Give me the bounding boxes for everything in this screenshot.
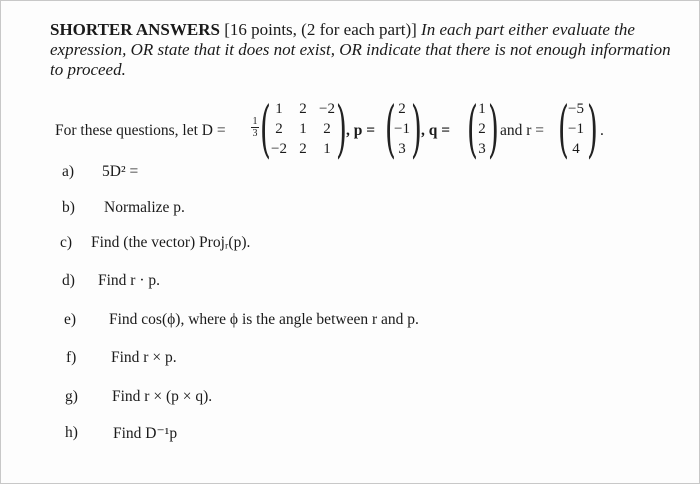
part-text: 5D² = — [102, 163, 139, 180]
part-label: h) — [65, 424, 78, 441]
definitions-line — [55, 92, 675, 165]
part-label: b) — [62, 199, 75, 216]
definitions-end: . — [600, 122, 604, 139]
matrix-cell: −2 — [319, 101, 335, 117]
scalar-fraction — [251, 116, 259, 139]
part-text: Normalize p. — [104, 199, 185, 216]
definitions-intro: For these questions, let D = — [55, 122, 226, 139]
part-label: g) — [65, 388, 78, 405]
part-label: c) — [60, 234, 73, 251]
part-text: Find r × (p × q). — [112, 388, 213, 405]
part-label: d) — [62, 272, 75, 289]
instructions-text: In each part either evaluate the expression, OR state that it does not exist, OR indicate that there is not enough information to proceed. — [50, 20, 671, 79]
vector-cell: 1 — [478, 101, 486, 117]
part-text: Find r · p. — [98, 272, 160, 289]
section-heading — [50, 20, 675, 80]
matrix-cell: 2 — [275, 121, 283, 137]
matrix-cell: 1 — [275, 101, 283, 117]
vector-q-left-paren: ( — [467, 92, 478, 165]
part-text: Find D⁻¹p — [113, 425, 178, 442]
points-note: [16 points, (2 for each part)] — [219, 20, 422, 39]
part-label: e) — [64, 311, 77, 328]
vector-q-right-paren: ) — [488, 92, 499, 165]
part-text: Find (the vector) Projᵣ(p). — [91, 234, 251, 251]
fraction-numerator: 1 — [252, 116, 258, 127]
matrix-cell: 2 — [299, 101, 307, 117]
fraction-denominator: 3 — [252, 128, 258, 139]
matrix-left-paren: ( — [260, 92, 271, 165]
matrix-cell: 1 — [299, 121, 307, 137]
part-label: a) — [62, 163, 75, 180]
vector-p-right-paren: ) — [411, 92, 422, 165]
vector-cell: 2 — [478, 121, 486, 137]
matrix-cell: −2 — [271, 141, 287, 157]
matrix-cell: 1 — [323, 141, 331, 157]
q-equals: , q = — [421, 122, 451, 139]
vector-r-right-paren: ) — [587, 92, 598, 165]
part-text: Find r × p. — [111, 349, 177, 366]
matrix-cell: 2 — [299, 141, 307, 157]
vector-cell: −5 — [568, 101, 584, 117]
vector-cell: 3 — [398, 141, 406, 157]
part-text: Find cos(ϕ), where ϕ is the angle between r and p. — [109, 311, 419, 328]
vector-p-left-paren: ( — [385, 92, 396, 165]
p-equals: , p = — [346, 122, 376, 139]
matrix-cell: 2 — [323, 121, 331, 137]
vector-cell: −1 — [568, 121, 584, 137]
vector-r-left-paren: ( — [558, 92, 569, 165]
part-label: f) — [66, 349, 77, 366]
vector-cell: −1 — [394, 121, 410, 137]
vector-cell: 2 — [398, 101, 406, 117]
matrix-right-paren: ) — [336, 92, 347, 165]
r-equals-text: and r = — [500, 122, 545, 139]
section-title: SHORTER ANSWERS — [50, 20, 220, 39]
vector-cell: 3 — [478, 141, 486, 157]
r-equals — [500, 122, 544, 140]
vector-cell: 4 — [572, 141, 580, 157]
